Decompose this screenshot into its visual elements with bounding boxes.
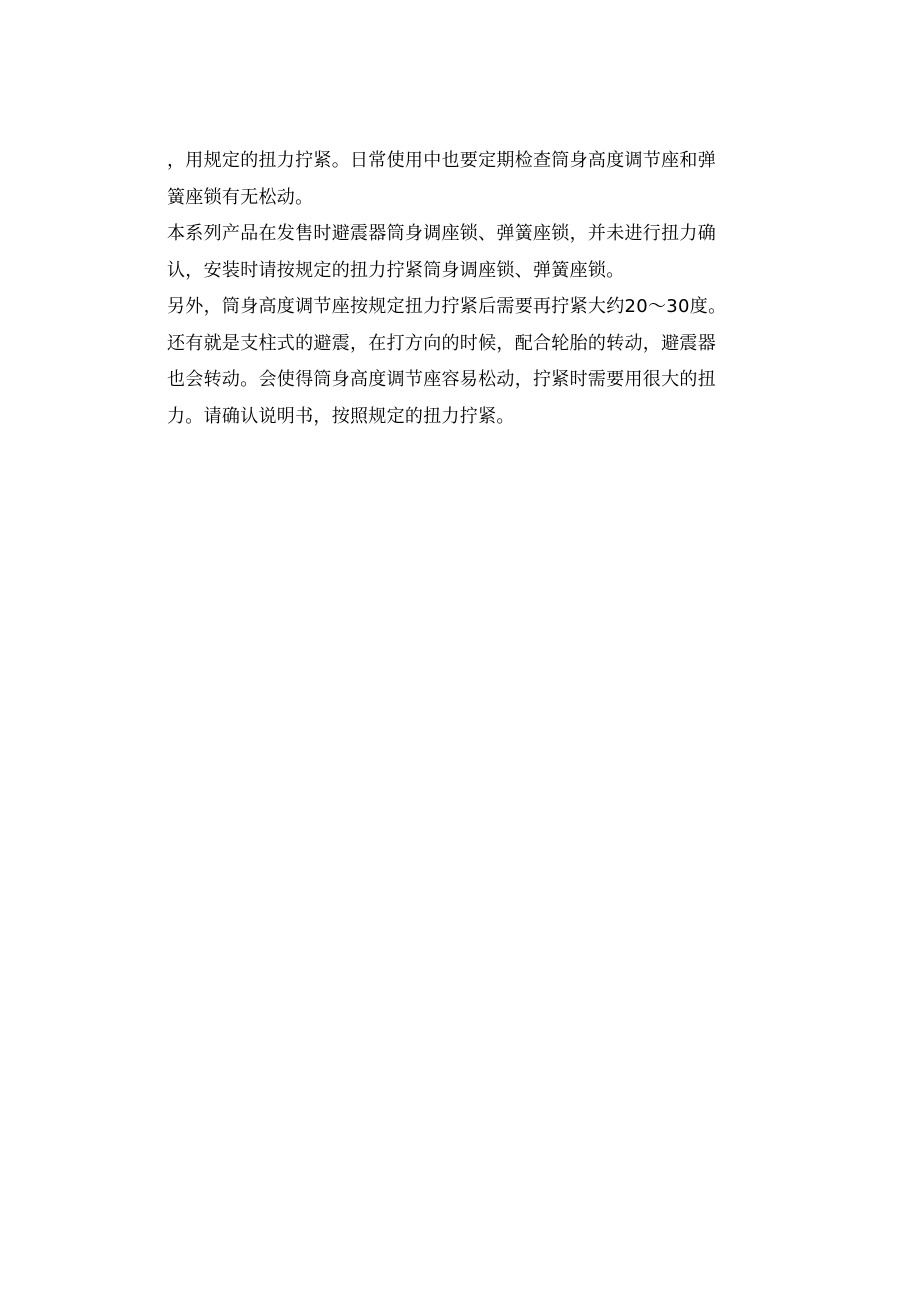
text-line: 另外，筒身高度调节座按规定扭力拧紧后需要再拧紧大约20～30度。 — [167, 296, 727, 317]
text-line: 认，安装时请按规定的扭力拧紧筒身调座锁、弹簧座锁。 — [167, 259, 625, 281]
text-line: 本系列产品在发售时避震器筒身调座锁、弹簧座锁，并未进行扭力确 — [167, 223, 716, 244]
text-line: 力。请确认说明书，按照规定的扭力拧紧。 — [167, 405, 515, 427]
text-line: 也会转动。会使得筒身高度调节座容易松动，拧紧时需要用很大的扭 — [167, 369, 716, 390]
text-line: ，用规定的扭力拧紧。日常使用中也要定期检查筒身高度调节座和弹 — [167, 150, 716, 171]
text-line: 簧座锁有无松动。 — [167, 186, 314, 208]
body-text — [167, 143, 787, 435]
text-line: 还有就是支柱式的避震，在打方向的时候，配合轮胎的转动，避震器 — [167, 332, 716, 354]
